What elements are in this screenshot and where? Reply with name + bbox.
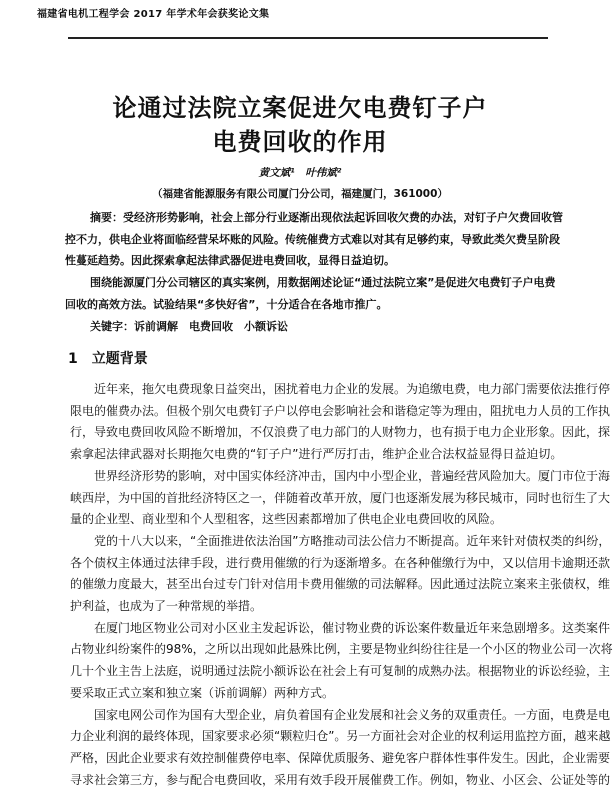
authors: 黄文斌¹ 叶伟斌² [258,167,342,179]
paragraph-line: 索拿起法律武器对长期拖欠电费的“钉子户”进行严厉打击，维护企业合法权益显得日益迫切。 [70,447,563,462]
paragraph-line: 的催缴力度最大，甚至出台过专门针对信用卡费用催缴的司法解释。因此通过法院立案来主张债权，维 [70,577,611,592]
paragraph-first-line: 围绕能源厦门分公司辖区的真实案例，用数据阐述论证“通过法院立案”是促进欠电费钉子户电费 [90,276,556,290]
paragraph-line: 护利益，也成为了一种常规的举措。 [70,599,263,613]
paragraph-line: 量的企业型、商业型和个人型租客，这些因素都增加了供电企业电费回收的风险。 [70,512,503,527]
paragraph-line: 几十个业主告上法庭，说明通过法院小额诉讼在社会上有可复制的成熟办法。根据物业的诉讼经验，主 [70,664,611,679]
paragraph-line: 各个债权主体通过法律手段，进行费用催缴的行为逐渐增多。在各种催缴行为中，又以信用卡逾期还款 [70,555,611,570]
paragraph-first-line: 摘要：受经济形势影响，社会上部分行业逐渐出现依法起诉回收欠费的办法，对钉子户欠费回收管 [90,211,563,224]
running-header: 福建省电机工程学会 2017 年学术年会获奖论文集 [37,9,270,20]
header-rule [68,37,548,39]
paragraph-line: 要采取正式立案和独立案（诉前调解）两种方式。 [70,685,335,700]
paragraph-line: 严格，因此企业要求有效控制催费停电率、保障优质服务、避免客户群体性事件发生。因此，企业需要 [70,750,611,765]
paper-title-line-1: 论通过法院立案促进欠电费钉子户 [112,93,488,122]
paragraph-line: 控不力，供电企业将面临经营呆坏账的风险。传统催费方式难以对其有足够约束，导致此类欠费呈阶段 [65,232,560,246]
paragraph-first-line: 国家电网公司作为国有大型企业，肩负着国有企业发展和社会义务的双重责任。一方面，电费是电 [94,707,611,722]
paragraph-line: 限电的催费办法。但极个别欠电费钉子户以停电会影响社会和谐稳定等为理由，阻扰电力人员的工作执 [70,403,611,418]
paragraph-first-line: 关键字：诉前调解 电费回收 小额诉讼 [90,319,288,333]
paragraph-line: 性蔓延趋势。因此探索拿起法律武器促进电费回收，显得日益迫切。 [65,254,395,268]
section-title: 立题背景 [91,351,148,367]
paragraph-line: 力企业利润的最终体现，国家要求必须“颗粒归仓”。另一方面社会对企业的权利运用监控方面，越来越 [70,729,611,744]
paragraph-first-line: 党的十八大以来，“全面推进依法治国”方略推动司法公信力不断提高。近年来针对债权类的纠纷， [94,533,611,548]
paragraph-line: 占物业纠纷案件的98%，之所以出现如此悬殊比例，主要是物业纠纷往往是一个小区的物业公司一次将 [70,642,613,657]
paragraph-first-line: 近年来，拖欠电费现象日益突出，困扰着电力企业的发展。为追缴电费，电力部门需要依法推行停 [94,382,611,396]
paragraph-first-line: 世界经济形势的影响，对中国实体经济冲击，国内中小型企业，普遍经营风险加大。厦门市位于海 [94,468,611,483]
paragraph-line: 寻求社会第三方，参与配合电费回收，采用有效手段开展催费工作。例如，物业、小区会、公证处等的 [70,772,611,787]
paper-title-line-2: 电费回收的作用 [212,127,388,156]
section-heading [68,348,162,368]
paragraph-line: 行，导致电费回收风险不断增加，不仅浪费了电力部门的人财物力，也有损于电力企业形象。因此，探 [70,425,611,440]
paragraph-line: 回收的高效方法。试验结果“多快好省”，十分适合在各地市推广。 [65,297,388,311]
section-number: 1 [68,351,78,367]
paragraph-first-line: 在厦门地区物业公司对小区业主发起诉讼，催讨物业费的诉讼案件数量近年来急剧增多。这类案件 [94,620,611,635]
paragraph-line: 峡西岸，为中国的首批经济特区之一，伴随着改革开放，厦门也逐渐发展为移民城市，同时也衍生了大 [70,490,611,505]
affiliation: （福建省能源服务有限公司厦门分公司，福建厦门，361000） [152,188,448,200]
